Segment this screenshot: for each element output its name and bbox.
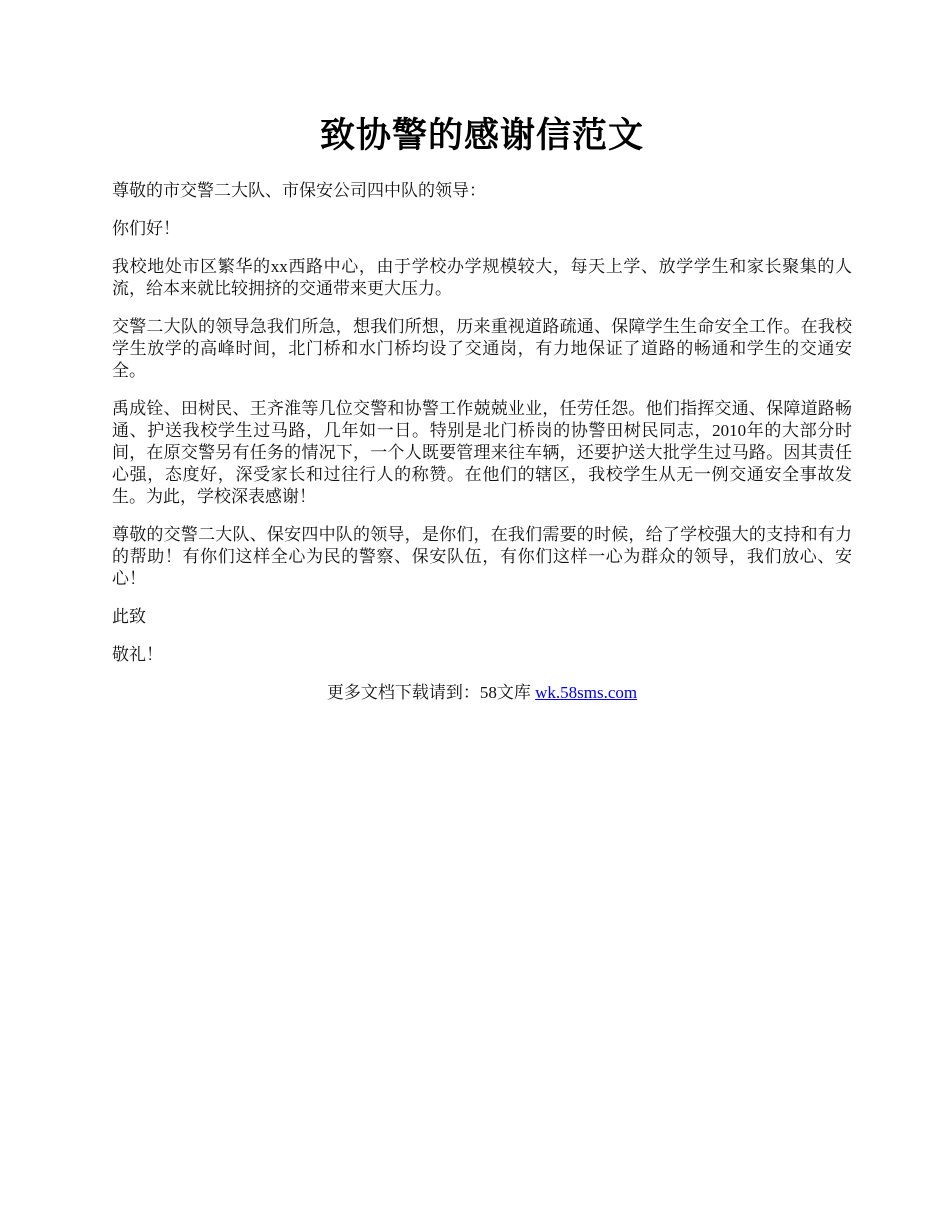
document-page: [112, 110, 852, 704]
greeting: 你们好！: [112, 219, 180, 238]
body-paragraph: 禹成铨、田树民、王齐淮等几位交警和协警工作兢兢业业，任劳任怨。他们指挥交通、保障道路畅通、护送我校学生过马路，几年如一日。特别是北门桥岗的协警田树民同志，2010年的大部分时间，在原交警另有任务的情况下，一个人既要管理来往车辆，还要护送大批学生过马路。因其责任心强，态度好，深受家长和过往行人的称赞。在他们的辖区，我校学生从无一例交通安全事故发生。为此，学校深表感谢！: [112, 399, 852, 506]
document-title: 致协警的感谢信范文: [319, 116, 644, 155]
footer-text: 更多文档下载请到：58文库: [326, 683, 536, 702]
body-paragraph: 尊敬的交警二大队、保安四中队的领导，是你们，在我们需要的时候，给了学校强大的支持和有力的帮助！有你们这样全心为民的警察、保安队伍，有你们这样一心为群众的领导，我们放心、安心！: [112, 525, 852, 588]
closing-regards: 敬礼！: [112, 645, 163, 664]
download-footer: [112, 682, 852, 704]
salutation: 尊敬的市交警二大队、市保安公司四中队的领导：: [112, 181, 486, 200]
body-paragraph: 我校地处市区繁华的xx西路中心，由于学校办学规模较大，每天上学、放学学生和家长聚集的人流，给本来就比较拥挤的交通带来更大压力。: [112, 257, 852, 298]
footer-link[interactable]: wk.58sms.com: [535, 683, 638, 702]
body-paragraph: 交警二大队的领导急我们所急，想我们所想，历来重视道路疏通、保障学生生命安全工作。在我校学生放学的高峰时间，北门桥和水门桥均设了交通岗，有力地保证了道路的畅通和学生的交通安全。: [112, 317, 852, 380]
closing-line: 此致: [112, 607, 146, 626]
